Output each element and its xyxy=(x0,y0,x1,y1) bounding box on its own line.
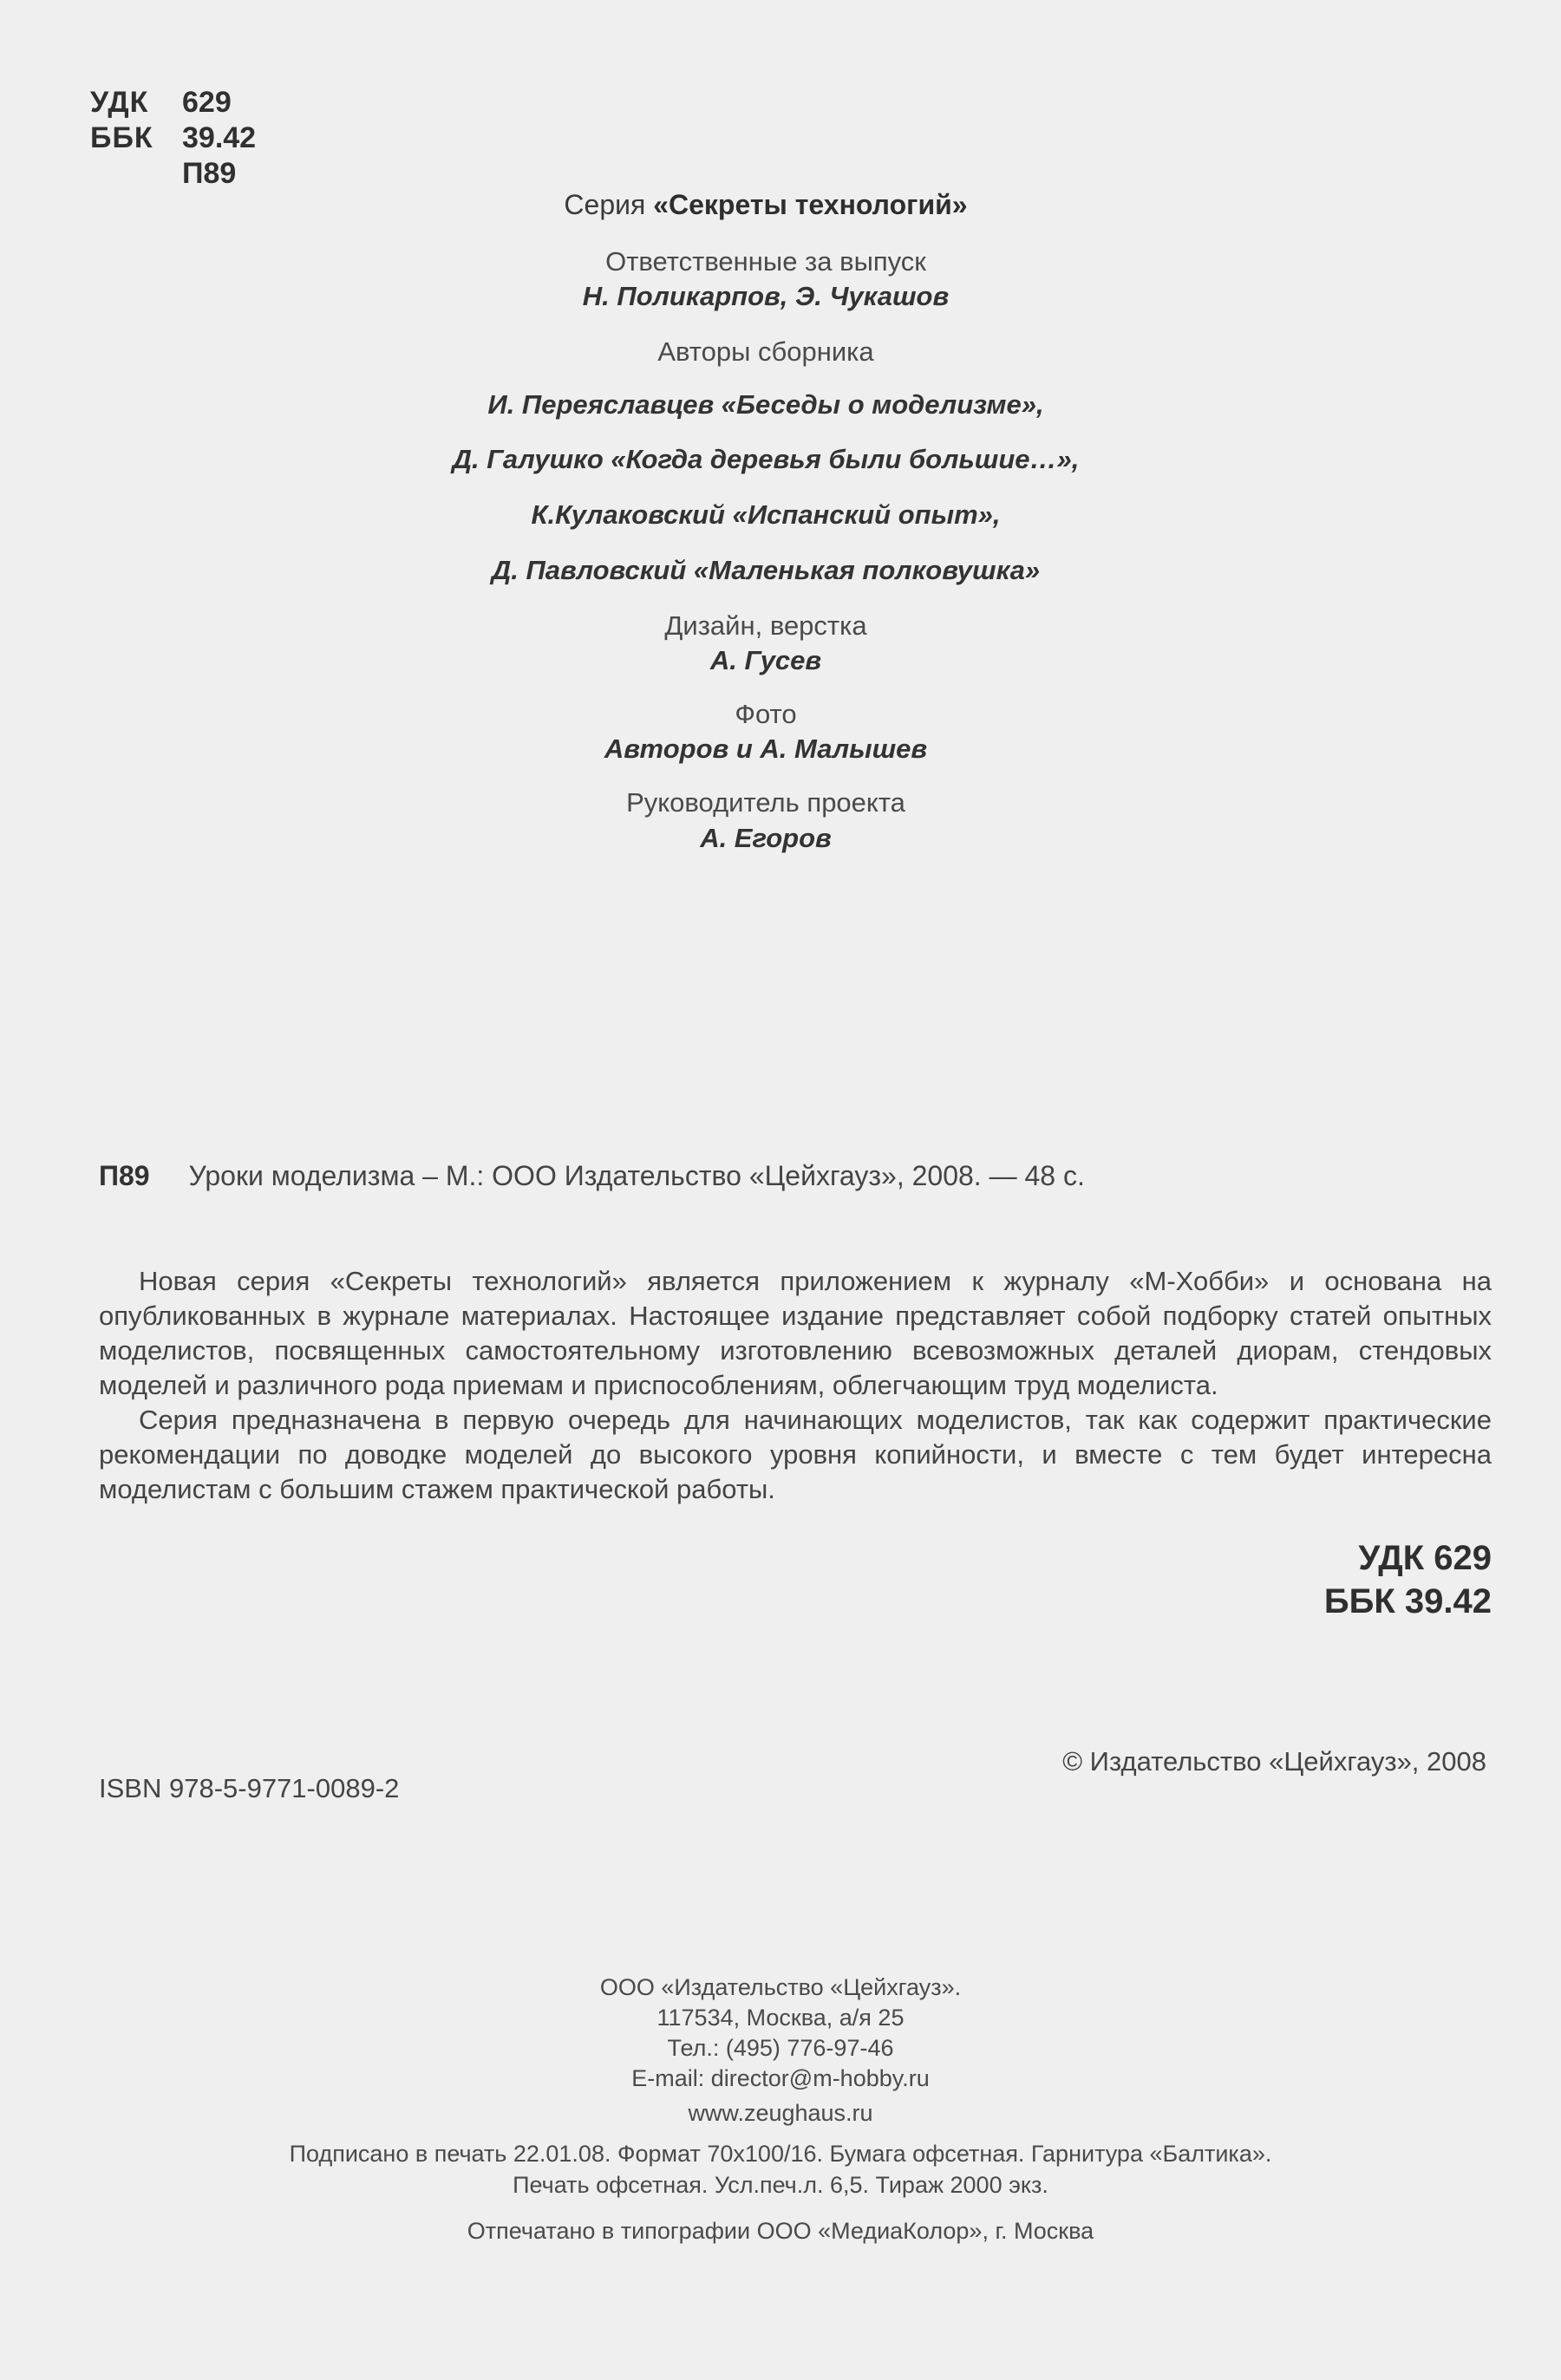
series-prefix: Серия xyxy=(564,189,646,220)
code-key xyxy=(90,156,182,192)
author-entry: Д. Павловский «Маленькая полковушка» xyxy=(491,555,1041,585)
design-names: А. Гусев xyxy=(709,645,822,675)
print-info-line: Печать офсетная. Усл.печ.л. 6,5. Тираж 2000 экз. xyxy=(513,2172,1048,2198)
abstract-paragraph: Новая серия «Секреты технологий» является приложением к журналу «М-Хобби» и основана на опубликованных в журнале материалах. Настоящее издание представляет собой подборку статей опытных моделистов, посвященных самостоятельному изготовлению всевозможных деталей диорам, стендовых моделей и различного рода приемам и приспособлениям, облегчающим труд моделиста. xyxy=(99,1266,1492,1400)
code-key: ББК xyxy=(90,121,153,154)
classification-codes xyxy=(90,85,256,192)
author-entry: И. Переяславцев «Беседы о моделизме», xyxy=(487,389,1044,420)
copyright: © Издательство «Цейхгауз», 2008 xyxy=(1062,1746,1486,1777)
biblio-cipher: П89 xyxy=(99,1160,150,1191)
publisher-phone: Тел.: (495) 776-97-46 xyxy=(667,2035,894,2061)
code-key: УДК xyxy=(90,86,149,119)
code-value: П89 xyxy=(182,157,237,190)
isbn: ISBN 978-5-9771-0089-2 xyxy=(99,1773,400,1803)
publisher-email: E-mail: director@m-hobby.ru xyxy=(631,2065,930,2091)
author-entry: К.Кулаковский «Испанский опыт», xyxy=(531,499,1001,530)
code-row-cipher xyxy=(90,156,256,192)
author-entry: Д. Галушко «Когда деревья были большие…», xyxy=(452,444,1080,474)
bbk-code: ББК 39.42 xyxy=(1323,1582,1492,1620)
publisher-name: ООО «Издательство «Цейхгауз». xyxy=(599,1974,962,2000)
code-row-bbk xyxy=(90,121,256,156)
code-value: 629 xyxy=(182,86,232,119)
print-info-line: Подписано в печать 22.01.08. Формат 70х100/16. Бумага офсетная. Гарнитура «Балтика». xyxy=(289,2141,1272,2167)
responsible-names: Н. Поликарпов, Э. Чукашов xyxy=(582,281,950,311)
abstract xyxy=(99,1264,1492,1507)
udk-code: УДК 629 xyxy=(1358,1539,1492,1577)
abstract-paragraph: Серия предназначена в первую очередь для начинающих моделистов, так как содержит практические рекомендации по доводке моделей до высокого уровня копийности, и вместе с тем будет интересна моделистам с большим стажем практической работы. xyxy=(99,1405,1492,1504)
printed-by: Отпечатано в типографии ООО «МедиаКолор», г. Москва xyxy=(467,2218,1094,2244)
authors-label: Авторы сборника xyxy=(657,336,874,367)
code-value: 39.42 xyxy=(182,121,257,154)
photo-label: Фото xyxy=(735,699,797,729)
publisher-website: www.zeughaus.ru xyxy=(688,2100,873,2126)
manager-label: Руководитель проекта xyxy=(626,787,905,818)
series-line xyxy=(260,189,1271,221)
manager-names: А. Егоров xyxy=(700,823,832,853)
series-name: «Секреты технологий» xyxy=(653,189,968,220)
responsible-label: Ответственные за выпуск xyxy=(605,246,926,277)
publisher-address: 117534, Москва, а/я 25 xyxy=(656,2005,905,2031)
classification-codes-right xyxy=(1324,1536,1492,1623)
bibliographic-record xyxy=(99,1160,1085,1192)
design-label: Дизайн, верстка xyxy=(664,610,867,641)
biblio-text: Уроки моделизма – М.: ООО Издательство «Цейхгауз», 2008. — 48 с. xyxy=(188,1160,1085,1191)
code-row-udk xyxy=(90,85,256,121)
photo-names: Авторов и А. Малышев xyxy=(604,734,928,764)
